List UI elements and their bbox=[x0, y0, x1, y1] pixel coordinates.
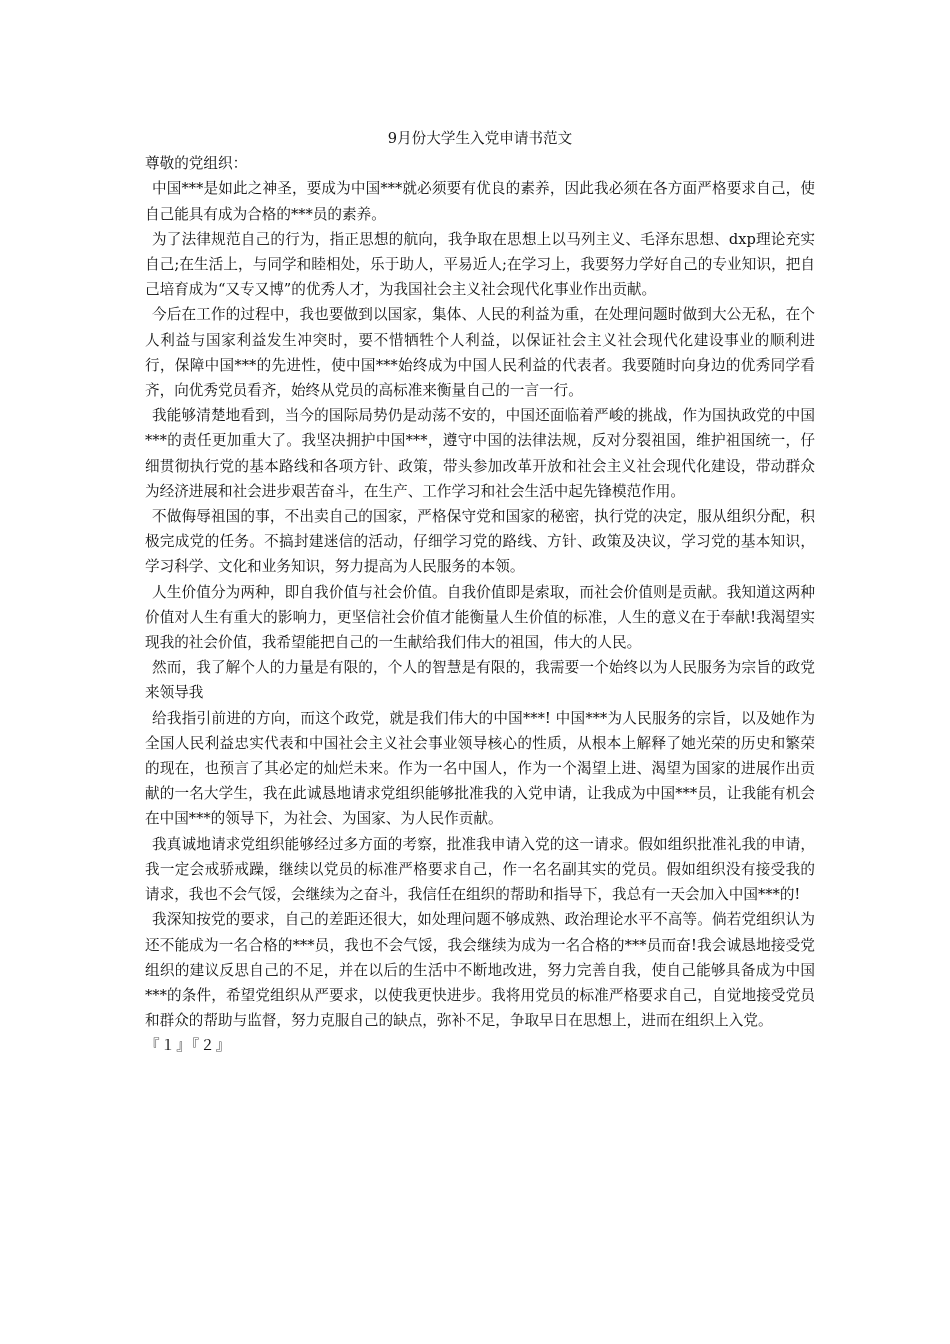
page-link-1[interactable]: 『１』 bbox=[145, 1037, 192, 1055]
paragraph-1: 中国***是如此之神圣，要成为中国***就必须要有优良的素养，因此我必须在各方面严格要求自己，使自己能具有成为合格的***员的素养。 bbox=[145, 180, 815, 223]
paragraph-8: 给我指引前进的方向，而这个政党，就是我们伟大的中国***! 中国***为人民服务的宗旨，以及她作为全国人民利益忠实代表和中国社会主义社会事业领导核心的性质，从根本上解释了她光荣的历史和繁荣的现在，也预言了其必定的灿烂未来。作为一名中国人，作为一个渴望上进、渴望为国家的进展作出贡献的一名大学生，我在此诚恳地请求党组织能够批准我的入党申请，让我成为中国***员，让我能有机会在中国***的领导下，为社会、为国家、为人民作贡献。 bbox=[145, 709, 815, 828]
pagination bbox=[145, 1033, 815, 1058]
paragraph-6: 人生价值分为两种，即自我价值与社会价值。自我价值即是索取，而社会价值则是贡献。我知道这两种价值对人生有重大的影响力，更坚信社会价值才能衡量人生价值的标准，人生的意义在于奉献!我渴望实现我的社会价值，我希望能把自己的一生献给我们伟大的祖国，伟大的人民。 bbox=[145, 583, 815, 652]
paragraph-4: 我能够清楚地看到，当今的国际局势仍是动荡不安的，中国还面临着严峻的挑战，作为国执政党的中国***的责任更加重大了。我坚决拥护中国***，遵守中国的法律法规，反对分裂祖国，维护祖国统一，仔细贯彻执行党的基本路线和各项方针、政策，带头参加改革开放和社会主义社会现代化建设，带动群众为经济进展和社会进步艰苦奋斗，在生产、工作学习和社会生活中起先锋模范作用。 bbox=[145, 407, 815, 500]
paragraph-5: 不做侮辱祖国的事，不出卖自己的国家，严格保守党和国家的秘密，执行党的决定，服从组织分配，积极完成党的任务。不搞封建迷信的活动，仔细学习党的路线、方针、政策及决议，学习党的基本知识，学习科学、文化和业务知识，努力提高为人民服务的本领。 bbox=[145, 508, 815, 576]
paragraph-7: 然而，我了解个人的力量是有限的，个人的智慧是有限的，我需要一个始终以为人民服务为宗旨的政党来领导我 bbox=[145, 659, 815, 702]
greeting: 尊敬的党组织： bbox=[145, 155, 248, 173]
paragraph-3: 今后在工作的过程中，我也要做到以国家，集体、人民的利益为重，在处理问题时做到大公无私，在个人利益与国家利益发生冲突时，要不惜牺牲个人利益，以保证社会主义社会现代化建设事业的顺利进行，保障中国***的先进性，使中国***始终成为中国人民利益的代表者。我要随时向身边的优秀同学看齐，向优秀党员看齐，始终从党员的高标准来衡量自己的一言一行。 bbox=[145, 306, 815, 400]
document-page bbox=[145, 126, 815, 1059]
page-link-2[interactable]: 『２』 bbox=[191, 1037, 232, 1055]
paragraph-9: 我真诚地请求党组织能够经过多方面的考察，批准我申请入党的这一请求。假如组织批准礼我的申请，我一定会戒骄戒躁，继续以党员的标准严格要求自己，作一名名副其实的党员。假如组织没有接受我的请求，我也不会气馁，会继续为之奋斗，我信任在组织的帮助和指导下，我总有一天会加入中国***的! bbox=[145, 835, 815, 904]
paragraph-2: 为了法律规范自己的行为，指正思想的航向，我争取在思想上以马列主义、毛泽东思想、dxp理论充实自己;在生活上，与同学和睦相处，乐于助人，平易近人;在学习上，我要努力学好自己的专业知识，把自己培育成为“又专又博”的优秀人才，为我国社会主义社会现代化事业作出贡献。 bbox=[145, 230, 815, 299]
paragraph-10: 我深知按党的要求，自己的差距还很大，如处理问题不够成熟、政治理论水平不高等。倘若党组织认为还不能成为一名合格的***员，我也不会气馁，我会继续为成为一名合格的***员而奋!我会诚恳地接受党组织的建议反思自己的不足，并在以后的生活中不断地改进，努力完善自我，使自己能够具备成为中国***的条件，希望党组织从严要求，以使我更快进步。我将用党员的标准严格要求自己，自觉地接受党员和群众的帮助与监督，努力克服自己的缺点，弥补不足，争取早日在思想上，进而在组织上入党。 bbox=[145, 911, 815, 1030]
document-title: 9月份大学生入党申请书范文 bbox=[387, 130, 573, 147]
